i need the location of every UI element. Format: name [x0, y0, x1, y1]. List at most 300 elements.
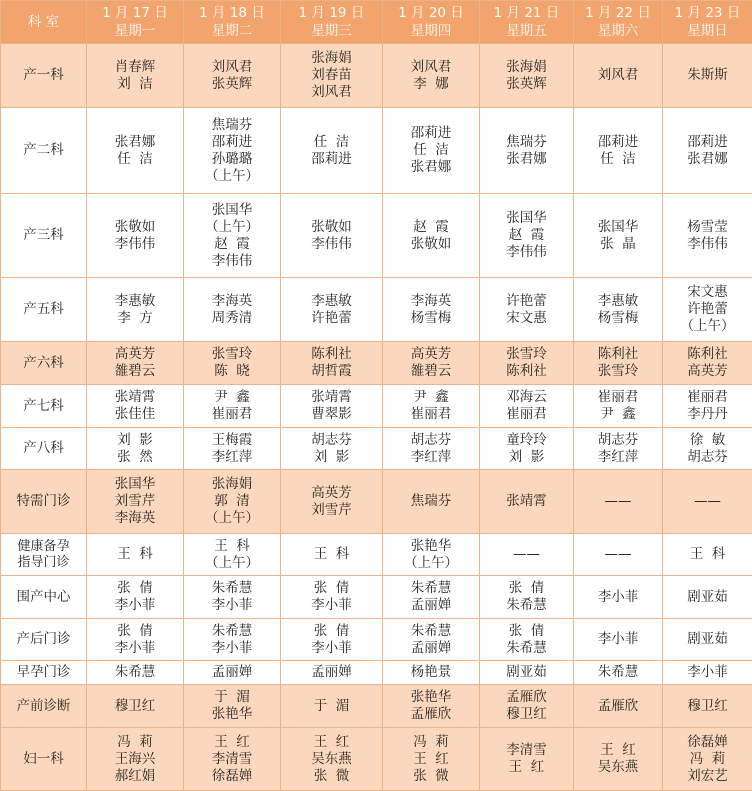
duty-cell: [383, 576, 480, 619]
staff-name: 朱希慧: [410, 580, 452, 596]
duty-cell: [383, 470, 480, 534]
staff-name: 邵莉进: [410, 125, 452, 141]
day-date: 1 月 22 日: [585, 5, 651, 21]
staff-name: 陈利社: [687, 346, 728, 362]
duty-cell: [281, 385, 383, 428]
staff-name: 李伟伟: [114, 235, 156, 252]
staff-name: 朱希慧: [506, 597, 547, 613]
day-header: [383, 1, 480, 44]
staff-name: 李 方: [117, 309, 153, 326]
duty-cell: [663, 194, 752, 278]
dept-cell: [1, 428, 87, 470]
staff-name: ——: [513, 546, 540, 562]
staff-name: 雒碧云: [114, 363, 156, 379]
staff-name: 杨雪梅: [597, 309, 639, 326]
staff-name: 冯 莉: [117, 733, 153, 750]
duty-cell: [574, 728, 663, 791]
staff-name: 刘 洁: [117, 75, 153, 92]
dept-cell: [1, 619, 87, 661]
staff-name: 张 然: [117, 448, 153, 465]
schedule-row: [1, 470, 752, 534]
staff-name: 李伟伟: [687, 235, 728, 252]
staff-name: 张靖霄: [311, 389, 352, 405]
duty-cell: [574, 428, 663, 470]
staff-name: （上午）: [205, 167, 259, 184]
staff-name: 于 湄: [214, 689, 250, 705]
dept-cell: [1, 108, 87, 194]
staff-name: 王 科: [117, 546, 153, 562]
staff-name: 张艳华: [211, 706, 253, 722]
duty-cell: [480, 278, 574, 342]
duty-cell: [663, 108, 752, 194]
staff-name: 许艳蕾: [506, 292, 547, 309]
staff-name: 张君娜: [506, 150, 547, 167]
staff-name: 许艳蕾: [687, 301, 728, 317]
staff-name: 张 倩: [117, 580, 153, 596]
staff-name: 陈利社: [506, 363, 547, 379]
staff-name: 朱希慧: [114, 664, 156, 680]
staff-name: 孟雁欣: [506, 689, 547, 705]
staff-name: 赵 霞: [413, 218, 449, 235]
dept-cell: [1, 342, 87, 385]
staff-name: 崔丽君: [506, 406, 547, 422]
duty-cell: [574, 619, 663, 661]
dept-cell: [1, 534, 87, 576]
duty-cell: [87, 428, 184, 470]
day-weekday: 星期二: [211, 23, 253, 39]
staff-name: 孟雁欣: [597, 697, 639, 714]
staff-name: 李清雪: [506, 742, 547, 758]
duty-cell: [87, 194, 184, 278]
duty-cell: [574, 194, 663, 278]
dept-cell: [1, 685, 87, 728]
staff-name: 张海娟: [506, 58, 547, 75]
day-weekday: 星期四: [410, 23, 452, 39]
staff-name: 孟丽婵: [211, 664, 253, 680]
staff-name: 杨雪梅: [410, 309, 452, 326]
day-date: 1 月 19 日: [298, 5, 365, 21]
dept-name: 产五科: [23, 301, 64, 317]
duty-cell: [184, 278, 281, 342]
staff-name: 李伟伟: [506, 244, 547, 260]
duty-cell: [383, 428, 480, 470]
day-weekday: 星期六: [597, 23, 639, 39]
staff-name: 胡志芬: [597, 431, 639, 448]
dept-header: 科 室: [1, 1, 87, 44]
staff-name: 高英芳: [114, 346, 156, 362]
staff-name: 张艳华: [410, 537, 452, 554]
duty-cell: [184, 194, 281, 278]
staff-name: 胡志芬: [687, 448, 728, 465]
staff-name: 崔丽君: [211, 406, 253, 422]
day-header: [87, 1, 184, 44]
dept-cell: [1, 44, 87, 108]
staff-name: 张敬如: [114, 218, 156, 235]
staff-name: 邵莉进: [687, 133, 728, 150]
staff-name: 李海英: [211, 292, 253, 309]
staff-name: 崔丽君: [687, 389, 728, 405]
staff-name: 刘风君: [211, 58, 253, 75]
duty-cell: [663, 342, 752, 385]
duty-cell: [480, 661, 574, 685]
dept-name: 产一科: [23, 67, 64, 83]
staff-name: 于 湄: [313, 697, 350, 714]
duty-cell: [87, 685, 184, 728]
staff-name: 张敬如: [410, 235, 452, 252]
schedule-row: [1, 728, 752, 791]
staff-name: 穆卫红: [687, 697, 728, 714]
schedule-row: [1, 342, 752, 385]
duty-cell: [383, 278, 480, 342]
duty-cell: [480, 108, 574, 194]
staff-name: 张雪玲: [211, 346, 253, 362]
schedule-row: [1, 194, 752, 278]
staff-name: 李小菲: [114, 597, 156, 613]
dept-cell: [1, 728, 87, 791]
staff-name: （上午）: [205, 218, 259, 235]
dept-cell: [1, 661, 87, 685]
staff-name: 张敬如: [311, 218, 352, 235]
duty-cell: [184, 685, 281, 728]
staff-name: 穆卫红: [114, 697, 156, 714]
staff-name: 陈利社: [597, 346, 639, 362]
staff-name: 高英芳: [410, 346, 452, 362]
day-date: 1 月 18 日: [199, 5, 265, 21]
duty-cell: [87, 108, 184, 194]
staff-name: 李伟伟: [311, 235, 352, 252]
staff-name: 王 红: [413, 750, 449, 767]
dept-name: 指导门诊: [17, 554, 70, 570]
duty-cell: [184, 728, 281, 791]
staff-name: 李小菲: [114, 639, 156, 656]
duty-cell: [574, 44, 663, 108]
staff-name: 张英辉: [506, 75, 547, 92]
duty-cell: [574, 342, 663, 385]
staff-name: 邓海云: [506, 389, 547, 405]
staff-name: 李海英: [114, 510, 156, 526]
staff-name: 刘春苗: [311, 67, 352, 83]
staff-name: 王梅霞: [211, 431, 253, 448]
duty-cell: [574, 108, 663, 194]
staff-name: （上午）: [205, 554, 259, 571]
staff-name: 郭 清: [214, 493, 250, 509]
duty-cell: [663, 661, 752, 685]
duty-cell: [87, 44, 184, 108]
staff-name: 剧亚茹: [687, 631, 728, 647]
dept-name: 产二科: [23, 142, 64, 158]
duty-cell: [383, 385, 480, 428]
staff-name: 高英芳: [687, 363, 728, 379]
staff-name: 孙璐璐: [211, 150, 253, 167]
duty-cell: [87, 534, 184, 576]
duty-cell: [184, 44, 281, 108]
staff-name: 徐 敏: [689, 431, 726, 448]
duty-cell: [663, 470, 752, 534]
duty-cell: [184, 342, 281, 385]
staff-name: 张海娟: [311, 50, 352, 66]
staff-name: 李惠敏: [114, 292, 156, 309]
staff-name: 张 倩: [313, 580, 350, 596]
schedule-row: [1, 278, 752, 342]
staff-name: 吴东燕: [311, 750, 352, 767]
staff-name: 邵莉进: [311, 150, 352, 167]
staff-name: 李小菲: [311, 597, 352, 613]
staff-name: 尹 鑫: [214, 389, 250, 405]
duty-cell: [480, 44, 574, 108]
staff-name: 邵莉进: [597, 133, 639, 150]
staff-name: 陈 晓: [214, 363, 250, 379]
dept-cell: [1, 385, 87, 428]
staff-name: 张 倩: [117, 622, 153, 639]
duty-cell: [87, 278, 184, 342]
duty-cell: [480, 685, 574, 728]
duty-cell: [480, 342, 574, 385]
staff-name: 剧亚茹: [687, 588, 728, 605]
staff-name: 吴东燕: [597, 759, 639, 775]
duty-cell: [574, 685, 663, 728]
staff-name: 王 红: [600, 742, 636, 758]
duty-cell: [574, 385, 663, 428]
staff-name: 张君娜: [410, 159, 452, 175]
duty-cell: [663, 44, 752, 108]
dept-cell: [1, 576, 87, 619]
duty-cell: [663, 534, 752, 576]
staff-name: 刘风君: [311, 84, 352, 100]
staff-name: 张靖霄: [114, 389, 156, 405]
duty-cell: [87, 661, 184, 685]
schedule-row: [1, 108, 752, 194]
staff-name: 李海英: [410, 292, 452, 309]
staff-name: 刘宏艺: [687, 767, 728, 784]
staff-name: 雒碧云: [410, 363, 452, 379]
staff-name: 刘 影: [508, 448, 545, 465]
duty-cell: [383, 685, 480, 728]
duty-cell: [281, 534, 383, 576]
staff-name: 朱希慧: [597, 664, 639, 680]
staff-name: 王 科: [313, 546, 350, 562]
staff-name: 剧亚茹: [506, 664, 547, 680]
day-weekday: 星期五: [506, 23, 547, 39]
staff-name: 刘风君: [597, 67, 639, 83]
staff-name: 张英辉: [211, 75, 253, 92]
dept-name: 健康备孕: [17, 538, 70, 554]
staff-name: 孟雁欣: [410, 706, 452, 722]
staff-name: 张国华: [597, 218, 639, 235]
duty-cell: [281, 470, 383, 534]
duty-cell: [281, 278, 383, 342]
duty-cell: [480, 534, 574, 576]
duty-cell: [574, 661, 663, 685]
duty-cell: [87, 385, 184, 428]
staff-name: 许艳蕾: [311, 309, 352, 326]
staff-name: 徐磊婵: [687, 733, 728, 750]
duty-cell: [281, 728, 383, 791]
schedule-row: [1, 428, 752, 470]
staff-name: 张国华: [506, 210, 547, 226]
staff-name: 崔丽君: [597, 389, 639, 405]
staff-name: 尹 鑫: [413, 389, 449, 405]
staff-name: 宋文惠: [506, 309, 547, 326]
duty-cell: [383, 194, 480, 278]
staff-name: （上午）: [205, 510, 259, 526]
dept-name: 特需门诊: [16, 493, 71, 509]
duty-cell: [281, 428, 383, 470]
staff-name: 杨艳景: [410, 664, 452, 680]
duty-cell: [480, 728, 574, 791]
duty-cell: [574, 278, 663, 342]
staff-name: 穆卫红: [506, 706, 547, 722]
staff-name: 孟丽婵: [410, 597, 452, 613]
staff-name: 王 科: [689, 546, 726, 562]
staff-name: 周秀清: [211, 309, 253, 326]
schedule-row: [1, 661, 752, 685]
duty-cell: [480, 428, 574, 470]
dept-name: 产后门诊: [16, 631, 71, 647]
dept-cell: [1, 278, 87, 342]
staff-name: 李丹丹: [687, 406, 728, 422]
staff-name: 李小菲: [597, 588, 639, 605]
staff-name: 李红萍: [597, 448, 639, 465]
duty-cell: [480, 619, 574, 661]
staff-name: 张 晶: [600, 235, 636, 252]
duty-cell: [480, 194, 574, 278]
duty-cell: [87, 576, 184, 619]
staff-name: 李清雪: [211, 750, 253, 767]
staff-name: 李惠敏: [597, 292, 639, 309]
dept-name: 产八科: [23, 440, 64, 456]
duty-cell: [663, 385, 752, 428]
duty-cell: [87, 619, 184, 661]
dept-name: 围产中心: [16, 588, 71, 605]
day-weekday: 星期日: [687, 23, 728, 39]
staff-name: 李小菲: [597, 631, 639, 647]
staff-name: 李 娜: [413, 75, 449, 92]
duty-cell: [574, 534, 663, 576]
duty-cell: [663, 576, 752, 619]
duty-cell: [574, 470, 663, 534]
staff-name: ——: [694, 493, 721, 509]
staff-name: ——: [604, 546, 632, 562]
duty-cell: [184, 108, 281, 194]
header-row: [1, 1, 752, 44]
duty-cell: [383, 342, 480, 385]
staff-name: 张 倩: [313, 622, 350, 639]
staff-name: 刘风君: [410, 58, 452, 75]
staff-name: 宋文惠: [687, 284, 728, 300]
staff-name: 王 红: [508, 759, 545, 775]
staff-name: 张君娜: [114, 133, 156, 150]
duty-cell: [281, 619, 383, 661]
staff-name: 肖春辉: [114, 58, 156, 75]
duty-cell: [383, 44, 480, 108]
dept-name: 产三科: [23, 227, 64, 243]
staff-name: （上午）: [404, 554, 458, 571]
duty-cell: [281, 342, 383, 385]
staff-name: 冯 莉: [413, 733, 449, 750]
staff-name: 张靖霄: [506, 493, 547, 509]
duty-cell: [184, 619, 281, 661]
staff-name: 刘雪芹: [114, 493, 156, 509]
staff-name: 朱斯斯: [687, 67, 728, 83]
duty-cell: [87, 728, 184, 791]
dept-name: 早孕门诊: [16, 664, 71, 680]
day-date: 1 月 17 日: [102, 5, 168, 21]
staff-name: 童玲玲: [506, 431, 547, 448]
staff-name: 李小菲: [311, 639, 352, 656]
duty-cell: [383, 728, 480, 791]
duty-cell: [480, 385, 574, 428]
staff-name: 张艳华: [410, 689, 452, 705]
duty-cell: [281, 685, 383, 728]
staff-name: 任 洁: [413, 142, 449, 158]
staff-name: 杨雪莹: [687, 218, 728, 235]
staff-name: 刘 影: [117, 431, 153, 448]
staff-name: 赵 霞: [508, 227, 545, 243]
dept-cell: [1, 470, 87, 534]
duty-cell: [281, 44, 383, 108]
day-header: [480, 1, 574, 44]
duty-cell: [184, 534, 281, 576]
staff-name: 王 红: [214, 733, 250, 750]
duty-cell: [663, 619, 752, 661]
staff-name: 张国华: [211, 201, 253, 218]
staff-name: 郝红娟: [114, 767, 156, 784]
schedule-row: [1, 385, 752, 428]
staff-name: 张国华: [114, 476, 156, 492]
duty-cell: [383, 534, 480, 576]
staff-name: （上午）: [680, 318, 735, 334]
day-header: [574, 1, 663, 44]
schedule-row: [1, 576, 752, 619]
duty-cell: [184, 470, 281, 534]
staff-name: 李小菲: [687, 664, 728, 680]
duty-cell: [480, 470, 574, 534]
staff-name: 胡哲霞: [311, 363, 352, 379]
staff-name: 任 洁: [117, 150, 153, 167]
day-header: [281, 1, 383, 44]
staff-name: 焦瑞芬: [410, 493, 452, 509]
staff-name: 王 科: [214, 537, 250, 554]
staff-name: 李红萍: [211, 448, 253, 465]
staff-name: 李小菲: [211, 597, 253, 613]
staff-name: 张 倩: [508, 580, 545, 596]
staff-name: 胡志芬: [410, 431, 452, 448]
duty-cell: [281, 576, 383, 619]
staff-name: 孟丽婵: [311, 664, 352, 680]
staff-name: 冯 莉: [689, 750, 726, 767]
staff-name: 朱希慧: [506, 639, 547, 656]
duty-cell: [281, 194, 383, 278]
staff-name: 邵莉进: [211, 133, 253, 150]
staff-name: 刘 影: [313, 448, 350, 465]
day-header: [184, 1, 281, 44]
duty-cell: [383, 661, 480, 685]
staff-name: 张雪玲: [597, 363, 639, 379]
staff-name: 王海兴: [114, 750, 156, 767]
staff-name: 任 洁: [600, 150, 636, 167]
staff-name: 徐磊婵: [211, 767, 253, 784]
schedule-row: [1, 619, 752, 661]
duty-cell: [383, 619, 480, 661]
staff-name: 胡志芬: [311, 431, 352, 448]
staff-name: 崔丽君: [410, 406, 452, 422]
staff-name: 朱希慧: [211, 622, 253, 639]
dept-cell: [1, 194, 87, 278]
dept-name: 产前诊断: [16, 697, 71, 714]
staff-name: 曹翠影: [311, 406, 352, 422]
duty-cell: [663, 278, 752, 342]
day-date: 1 月 20 日: [398, 5, 464, 21]
